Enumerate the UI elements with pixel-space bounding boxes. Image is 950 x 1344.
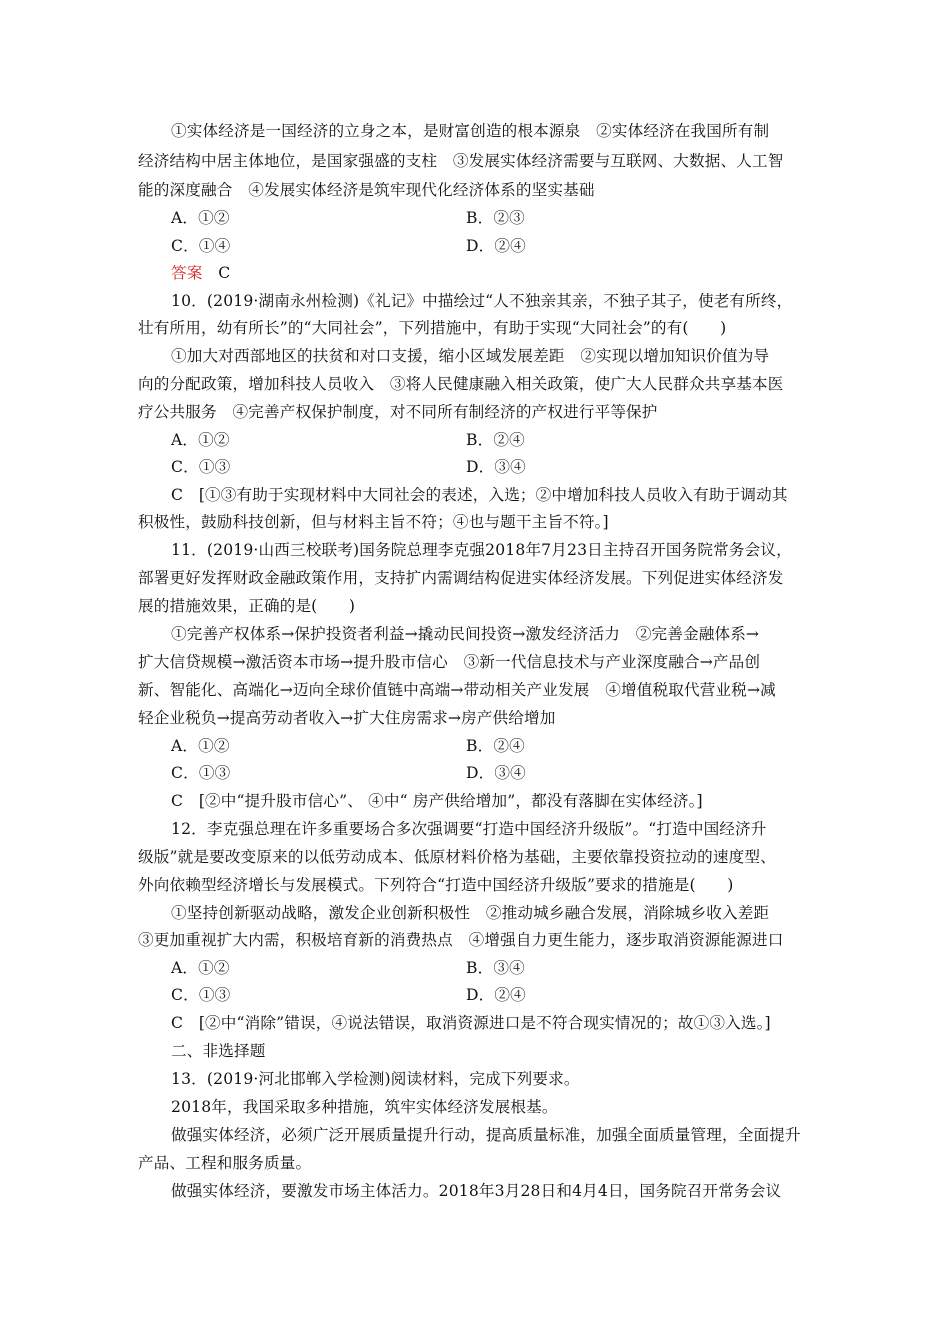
q12-title-line-1: 12．李克强总理在许多重要场合多次强调要“打造中国经济升级版”。“打造中国经济升 (171, 820, 767, 838)
q13-paragraph-3-line-1: 做强实体经济，要激发市场主体活力。2018年3月28日和4月4日，国务院召开常务会议 (171, 1182, 782, 1200)
q11-option-d: D．③④ (466, 764, 526, 782)
q9-option-c: C．①④ (171, 237, 231, 255)
q10-title-line-1: 10．(2019·湖南永州检测)《礼记》中描绘过“人不独亲其亲，不独子其子，使老有所终， (171, 292, 793, 310)
q9-option-b: B．②③ (466, 209, 525, 227)
q13-paragraph-1: 2018年，我国采取多种措施，筑牢实体经济发展根基。 (171, 1098, 558, 1116)
q9-answer-label: 答案 (171, 264, 203, 282)
q9-option-a: A．①② (171, 209, 230, 227)
q13-paragraph-2-line-2: 产品、工程和服务质量。 (138, 1154, 312, 1172)
q9-stem-line-2: 经济结构中居主体地位，是国家强盛的支柱 ③发展实体经济需要与互联网、大数据、人工智 (138, 152, 784, 170)
q11-stem-line-4: 轻企业税负→提高劳动者收入→扩大住房需求→房产供给增加 (138, 709, 556, 727)
q11-option-c: C．①③ (171, 764, 231, 782)
q12-stem-line-2: ③更加重视扩大内需，积极培育新的消费热点 ④增强自力更生能力，逐步取消资源能源进口 (138, 931, 784, 949)
q10-stem-line-2: 向的分配政策，增加科技人员收入 ③将人民健康融入相关政策，使广大人民群众共享基本医 (138, 375, 784, 393)
q11-title-line-2: 部署更好发挥财政金融政策作用，支持扩内需调结构促进实体经济发展。下列促进实体经济发 (138, 569, 784, 587)
q11-option-b: B．②④ (466, 737, 525, 755)
q12-option-b: B．③④ (466, 959, 525, 977)
q12-option-c: C．①③ (171, 986, 231, 1004)
q12-option-d: D．②④ (466, 986, 526, 1004)
q10-option-d: D．③④ (466, 458, 526, 476)
q10-explanation-line-1: C [①③有助于实现材料中大同社会的表述，入选；②中增加科技人员收入有助于调动其 (171, 486, 788, 504)
section-heading: 二、非选择题 (171, 1042, 266, 1060)
q10-explanation-line-2: 积极性，鼓励科技创新，但与材料主旨不符；④也与题干主旨不符。] (138, 513, 609, 531)
q12-stem-line-1: ①坚持创新驱动战略，激发企业创新积极性 ②推动城乡融合发展，消除城乡收入差距 (171, 904, 770, 922)
q11-stem-line-2: 扩大信贷规模→激活资本市场→提升股市信心 ③新一代信息技术与产业深度融合→产品创 (138, 653, 761, 671)
q11-stem-line-1: ①完善产权体系→保护投资者利益→撬动民间投资→激发经济活力 ②完善金融体系→ (171, 625, 760, 643)
q11-explanation-line-1: C [②中“提升股市信心”、 ④中“ 房产供给增加”，都没有落脚在实体经济。] (171, 792, 703, 810)
q10-option-c: C．①③ (171, 458, 231, 476)
q10-stem-line-3: 疗公共服务 ④完善产权保护制度，对不同所有制经济的产权进行平等保护 (138, 403, 658, 421)
q9-option-d: D．②④ (466, 237, 526, 255)
q10-option-b: B．②④ (466, 431, 525, 449)
q12-title-line-3: 外向依赖型经济增长与发展模式。下列符合“打造中国经济升级版”要求的措施是( ) (138, 876, 734, 894)
q10-option-a: A．①② (171, 431, 230, 449)
q11-title-line-3: 展的措施效果，正确的是( ) (138, 597, 356, 615)
q11-title-line-1: 11．(2019·山西三校联考)国务院总理李克强2018年7月23日主持召开国务院常务会议， (171, 541, 792, 559)
q13-title: 13．(2019·河北邯郸入学检测)阅读材料，完成下列要求。 (171, 1070, 580, 1088)
q12-explanation-line-1: C [②中“消除”错误，④说法错误，取消资源进口是不符合现实情况的；故①③入选。] (171, 1014, 771, 1032)
q12-option-a: A．①② (171, 959, 230, 977)
q12-title-line-2: 级版”就是要改变原来的以低劳动成本、低原材料价格为基础，主要依靠投资拉动的速度型、 (138, 848, 776, 866)
q13-paragraph-2-line-1: 做强实体经济，必须广泛开展质量提升行动，提高质量标准，加强全面质量管理，全面提升 (171, 1126, 801, 1144)
q10-stem-line-1: ①加大对西部地区的扶贫和对口支援，缩小区域发展差距 ②实现以增加知识价值为导 (171, 347, 770, 365)
q9-answer (171, 263, 230, 283)
q11-option-a: A．①② (171, 737, 230, 755)
q9-stem-line-1: ①实体经济是一国经济的立身之本，是财富创造的根本源泉 ②实体经济在我国所有制 (171, 122, 770, 140)
q9-answer-value: C (218, 264, 231, 282)
q11-stem-line-3: 新、智能化、高端化→迈向全球价值链中高端→带动相关产业发展 ④增值税取代营业税→减 (138, 681, 776, 699)
q9-stem-line-3: 能的深度融合 ④发展实体经济是筑牢现代化经济体系的坚实基础 (138, 181, 595, 199)
q10-title-line-2: 壮有所用，幼有所长”的“大同社会”，下列措施中，有助于实现“大同社会”的有( ) (138, 319, 727, 337)
